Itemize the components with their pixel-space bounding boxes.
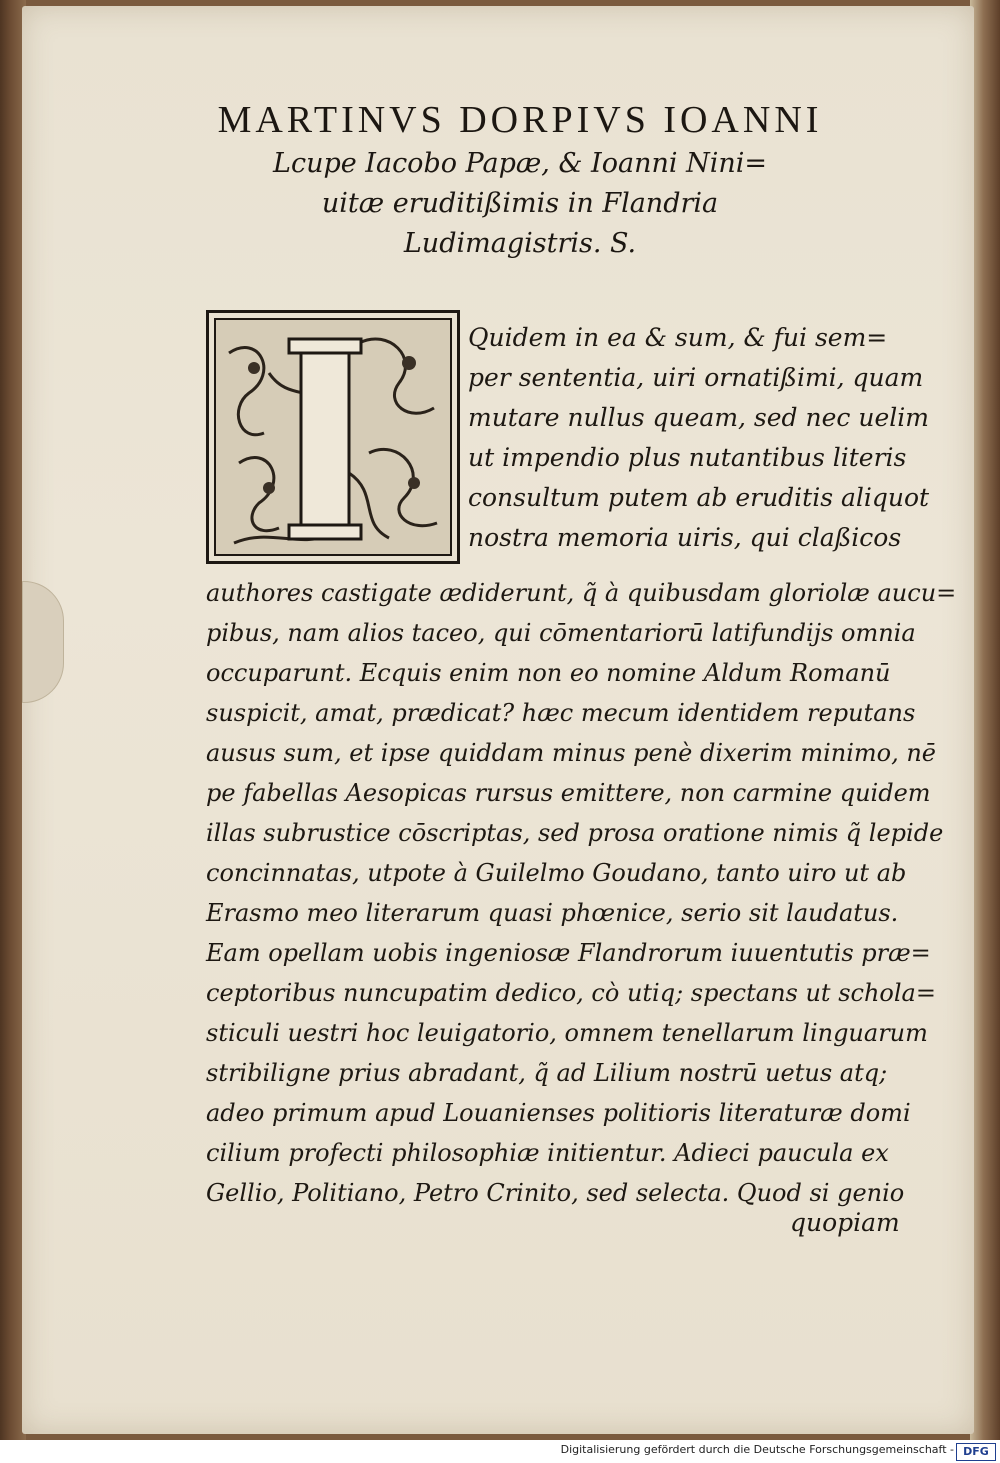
body-line-20: adeo primum apud Louanienses politioris literaturæ domi: [206, 1099, 911, 1127]
body-line-8: pibus, nam alios taceo, qui cōmentariorū latifundijs omnia: [206, 619, 916, 647]
body-line-6: nostra memoria uiris, qui claßicos: [468, 523, 902, 552]
footer-bar: [0, 1440, 1000, 1463]
body-line-13: illas subrustice cōscriptas, sed prosa oratione nimis q̃ lepide: [206, 819, 944, 847]
body-line-4: ut impendio plus nutantibus literis: [468, 443, 907, 472]
woodcut-ornament-icon: [209, 313, 457, 561]
funding-notice: Digitalisierung gefördert durch die Deutsche Forschungsgemeinschaft -: [560, 1443, 954, 1456]
body-line-21: cilium profecti philosophiæ initientur. Adieci paucula ex: [206, 1139, 889, 1167]
catchword: quopiam: [790, 1208, 900, 1237]
body-line-12: pe fabellas Aesopicas rursus emittere, non carmine quidem: [206, 779, 931, 807]
woodcut-initial: [206, 310, 460, 564]
body-line-15: Erasmo meo literarum quasi phœnice, serio sit laudatus.: [206, 899, 899, 927]
body-line-2: per sententia, uiri ornatißimi, quam: [468, 363, 924, 392]
heading-line-1: MARTINVS DORPIVS IOANNI: [217, 99, 823, 141]
binding-edge-right: [970, 0, 1000, 1440]
body-line-16: Eam opellam uobis ingeniosæ Flandrorum iuuentutis præ=: [206, 939, 931, 967]
body-line-19: stribiligne prius abradant, q̃ ad Lilium nostrū uetus atq;: [206, 1059, 888, 1087]
body-line-17: ceptoribus nuncupatim dedico, cò utiq; spectans ut schola=: [206, 979, 936, 1007]
heading-line-2: Lcupe Iacobo Papæ, & Ioanni Nini=: [273, 148, 767, 179]
body-line-3: mutare nullus queam, sed nec uelim: [468, 403, 929, 432]
body-line-7: authores castigate ædiderunt, q̃ à quibusdam gloriolæ aucu=: [206, 579, 957, 607]
page-clip-tab: [22, 581, 64, 703]
heading-line-3: uitæ eruditißimis in Flandria: [321, 188, 719, 219]
body-line-10: suspicit, amat, prædicat? hæc mecum identidem reputans: [206, 699, 916, 727]
body-line-1: Quidem in ea & sum, & fui sem=: [468, 323, 888, 352]
body-line-14: concinnatas, utpote à Guilelmo Goudano, tanto uiro ut ab: [206, 859, 907, 887]
body-line-18: sticuli uestri hoc leuigatorio, omnem tenellarum linguarum: [206, 1019, 928, 1047]
heading-line-4: Ludimagistris. S.: [403, 228, 637, 259]
body-line-11: ausus sum, et ipse quiddam minus penè dixerim minimo, nē: [206, 739, 937, 767]
dfg-logo-icon[interactable]: DFG: [956, 1443, 996, 1461]
body-line-9: occuparunt. Ecquis enim non eo nomine Aldum Romanū: [206, 659, 891, 687]
body-line-22: Gellio, Politiano, Petro Crinito, sed selecta. Quod si genio: [206, 1179, 905, 1207]
body-line-5: consultum putem ab eruditis aliquot: [468, 483, 930, 512]
letter-heading: [150, 96, 890, 264]
